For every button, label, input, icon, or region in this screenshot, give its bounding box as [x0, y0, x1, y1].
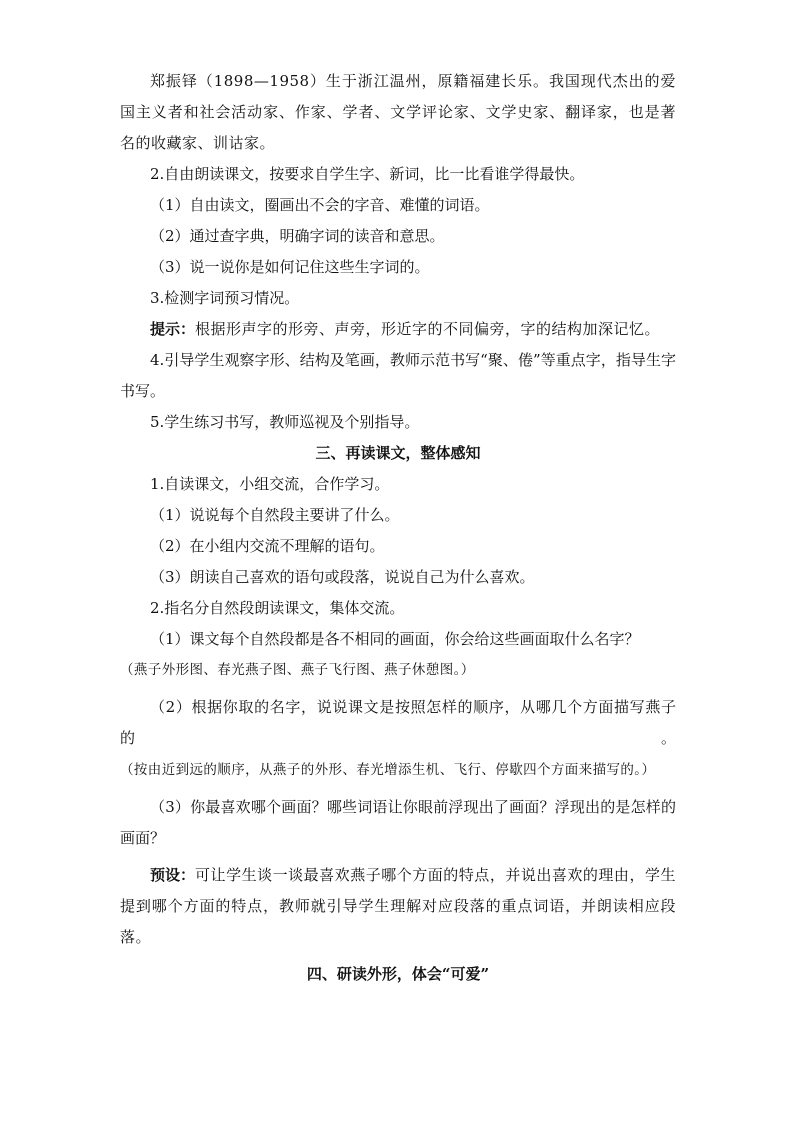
- section-3-step-1-1: （1）说说每个自然段主要讲了什么。: [150, 506, 400, 524]
- question-2-paragraph: [120, 692, 676, 786]
- question-2: （2）根据你取的名字，说说课文是按照怎样的顺序，从哪几个方面描写燕子的。: [120, 698, 676, 747]
- preset-paragraph: [120, 860, 676, 953]
- step-4-paragraph: 4.引导学生观察字形、结构及笔画，教师示范书写“聚、倦”等重点字，指导生字书写。: [120, 351, 676, 400]
- section-3-step-1-2: （2）在小组内交流不理解的语句。: [150, 537, 385, 555]
- section-3-heading: 三、再读课文，整体感知: [315, 444, 481, 462]
- tip-text: 根据形声字的形旁、声旁，形近字的不同偏旁，字的结构加深记忆。: [195, 320, 661, 338]
- answer-1: （燕子外形图、春光燕子图、燕子飞行图、燕子休憩图。）: [120, 662, 475, 678]
- section-3-step-1: 1.自读课文，小组交流，合作学习。: [150, 475, 390, 493]
- section-3-step-2: 2.指名分自然段朗读课文，集体交流。: [150, 599, 405, 617]
- step-2-3-paragraph: （3）说一说你是如何记住这些生字词的。: [150, 258, 430, 276]
- answer-2: （按由近到远的顺序，从燕子的外形、春光增添生机、飞行、停歇四个方面来描写的。）: [120, 762, 656, 778]
- section-4-heading: 四、研读外形，体会“可爱”: [306, 965, 490, 983]
- document-page: [120, 66, 676, 990]
- step-3-paragraph: 3.检测字词预习情况。: [150, 289, 300, 307]
- author-intro-paragraph: 郑振铎（1898—1958）生于浙江温州，原籍福建长乐。我国现代杰出的爱国主义者和社会活动家、作家、学者、文学评论家、文学史家、翻译家，也是著名的收藏家、训诂家。: [120, 72, 676, 152]
- question-3: （3）你最喜欢哪个画面？哪些词语让你眼前浮现出了画面？浮现出的是怎样的画面？: [120, 798, 676, 847]
- step-5-paragraph: 5.学生练习书写，教师巡视及个别指导。: [150, 413, 420, 431]
- preset-text: 可让学生谈一谈最喜欢燕子哪个方面的特点，并说出喜欢的理由，学生提到哪个方面的特点，教师就引导学生理解对应段落的重点词语，并朗读相应段落。: [120, 866, 676, 946]
- preset-label: 预设：: [150, 866, 196, 884]
- section-3-step-1-3: （3）朗读自己喜欢的语句或段落，说说自己为什么喜欢。: [150, 568, 535, 586]
- step-2-2-paragraph: （2）通过查字典，明确字词的读音和意思。: [150, 227, 445, 245]
- tip-label: 提示：: [150, 320, 196, 338]
- step-2-1-paragraph: （1）自由读文，圈画出不会的字音、难懂的词语。: [150, 196, 490, 214]
- tip-paragraph: [120, 314, 676, 345]
- question-1: （1）课文每个自然段都是各不相同的画面，你会给这些画面取什么名字？: [150, 630, 640, 648]
- step-2-paragraph: 2.自由朗读课文，按要求自学生字、新词，比一比看谁学得最快。: [150, 165, 585, 183]
